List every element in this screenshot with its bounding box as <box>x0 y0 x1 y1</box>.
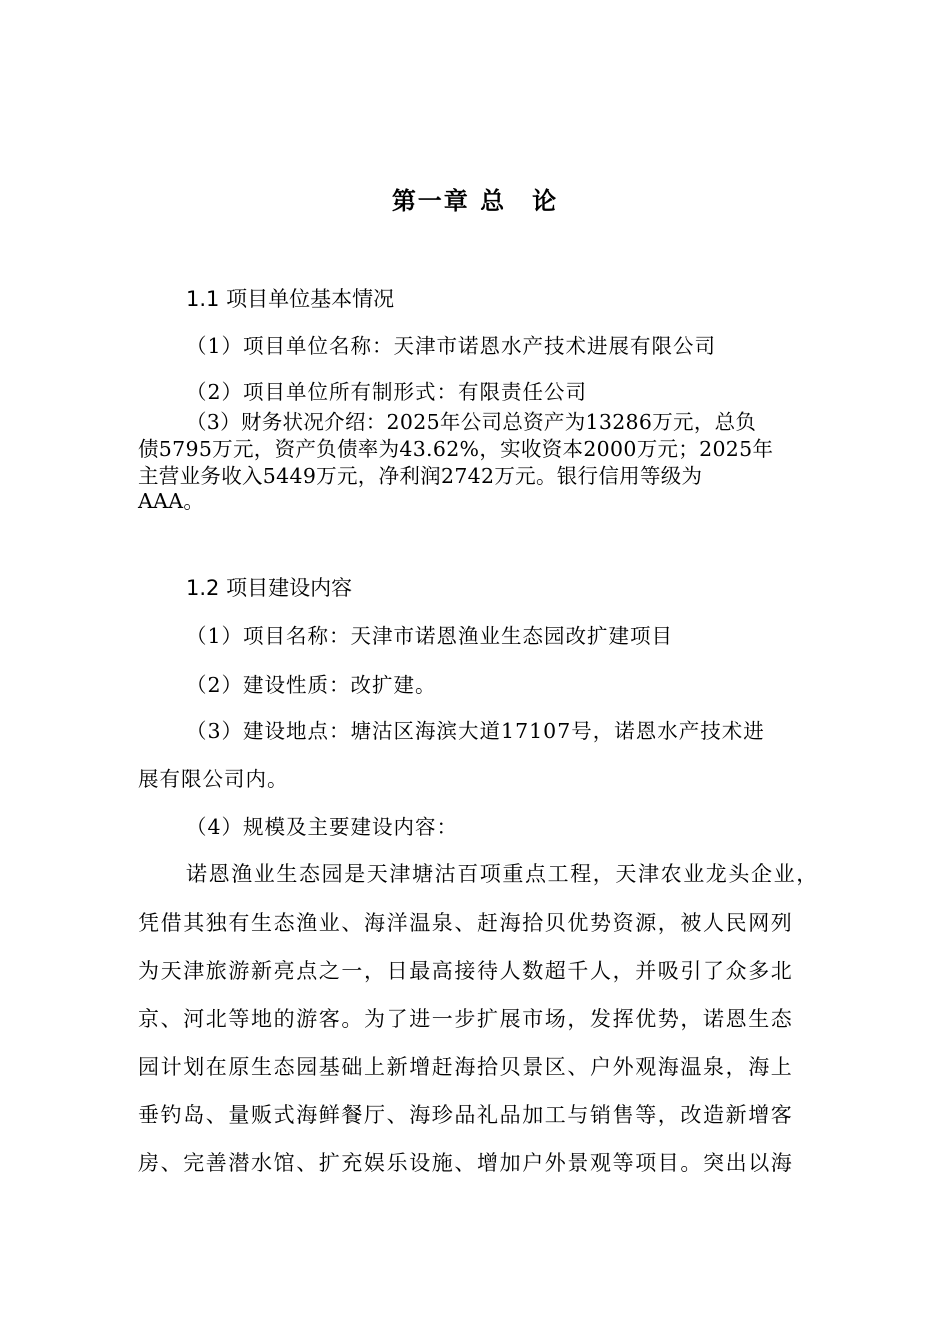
financial-status-line-1: （3）财务状况介绍：2025年公司总资产为13286万元，总负 <box>186 410 757 434</box>
construction-nature: （2）建设性质：改扩建。 <box>186 673 437 697</box>
description-line-2: 凭借其独有生态渔业、海洋温泉、赶海拾贝优势资源，被人民网列 <box>138 911 794 935</box>
financial-status-line-4: AAA。 <box>138 489 205 513</box>
description-line-1: 诺恩渔业生态园是天津塘沽百项重点工程，天津农业龙头企业， <box>186 862 819 886</box>
description-line-4: 京、河北等地的游客。为了进一步扩展市场，发挥优势，诺恩生态 <box>138 1007 794 1031</box>
construction-site-line-1: （3）建设地点：塘沽区海滨大道17107号，诺恩水产技术进 <box>186 719 765 743</box>
chapter-title: 第一章 总 论 <box>391 187 559 215</box>
section-heading-1-2: 1.2 项目建设内容 <box>186 576 353 600</box>
description-line-3: 为天津旅游新亮点之一，日最高接待人数超千人，并吸引了众多北 <box>138 959 794 983</box>
description-line-5: 园计划在原生态园基础上新增赶海拾贝景区、户外观海温泉，海上 <box>138 1055 794 1079</box>
financial-status-line-3: 主营业务收入5449万元，净利润2742万元。银行信用等级为 <box>138 464 703 488</box>
project-unit-name: （1）项目单位名称：天津市诺恩水产技术进展有限公司 <box>186 334 717 358</box>
construction-site-line-2: 展有限公司内。 <box>138 767 289 791</box>
description-line-6: 垂钓岛、量贩式海鲜餐厅、海珍品礼品加工与销售等，改造新增客 <box>138 1103 794 1127</box>
scale-and-content-label: （4）规模及主要建设内容： <box>186 815 459 839</box>
project-name: （1）项目名称：天津市诺恩渔业生态园改扩建项目 <box>186 624 674 648</box>
description-line-7: 房、完善潜水馆、扩充娱乐设施、增加户外景观等项目。突出以海 <box>138 1151 794 1175</box>
section-heading-1-1: 1.1 项目单位基本情况 <box>186 287 395 311</box>
financial-status-line-2: 债5795万元，资产负债率为43.62%，实收资本2000万元；2025年 <box>138 437 774 461</box>
ownership-form: （2）项目单位所有制形式：有限责任公司 <box>186 380 588 404</box>
